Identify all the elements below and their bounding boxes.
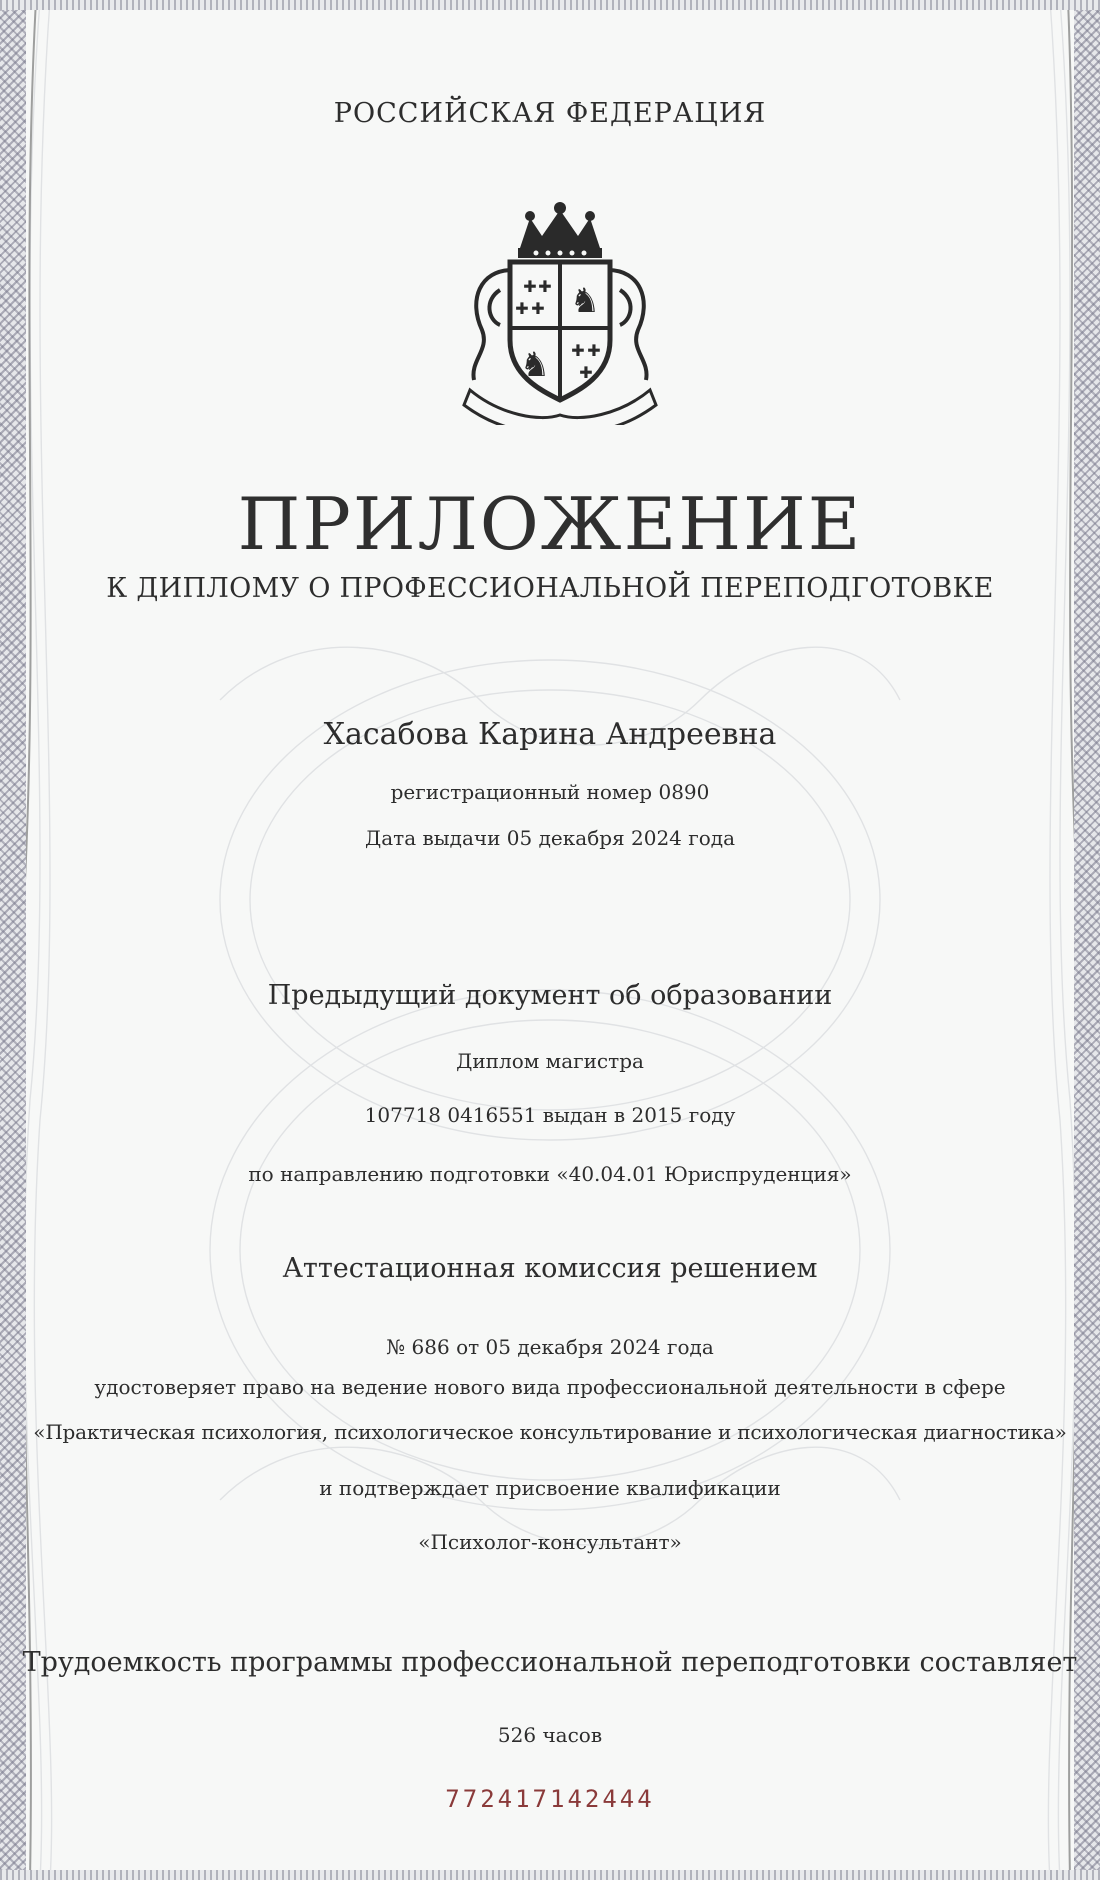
svg-text:✚: ✚	[571, 341, 585, 360]
svg-text:✚: ✚	[579, 363, 593, 382]
previous-document-heading: Предыдущий документ об образовании	[267, 980, 833, 1011]
previous-document-number: 107718 0416551 выдан в 2015 году	[364, 1103, 736, 1127]
issue-date: Дата выдачи 05 декабря 2024 года	[364, 826, 736, 850]
svg-text:✚: ✚	[523, 277, 537, 296]
holder-name: Хасабова Карина Андреевна	[323, 717, 777, 752]
serial-number: 772417142444	[445, 1785, 655, 1813]
previous-document-direction: по направлению подготовки «40.04.01 Юриспруденция»	[248, 1162, 852, 1186]
svg-text:✚: ✚	[587, 341, 601, 360]
svg-text:✚: ✚	[515, 299, 529, 318]
country-name: РОССИЙСКАЯ ФЕДЕРАЦИЯ	[333, 98, 767, 129]
svg-text:✚: ✚	[538, 277, 552, 296]
previous-document-type: Диплом магистра	[456, 1049, 644, 1073]
svg-text:♞: ♞	[519, 345, 551, 385]
commission-confirm-text: и подтверждает присвоение квалификации	[319, 1476, 781, 1500]
commission-heading: Аттестационная комиссия решением	[282, 1253, 818, 1284]
labor-intensity-heading: Трудоемкость программы профессиональной переподготовки составляет	[22, 1647, 1078, 1678]
commission-right-text: удостоверяет право на ведение нового вида профессиональной деятельности в сфере	[94, 1375, 1006, 1399]
registration-number: регистрационный номер 0890	[390, 780, 710, 804]
labor-intensity-value: 526 часов	[497, 1723, 603, 1747]
commission-decision: № 686 от 05 декабря 2024 года	[386, 1335, 714, 1359]
coat-of-arms-icon	[460, 200, 660, 425]
svg-text:✚: ✚	[531, 299, 545, 318]
commission-sphere: «Практическая психология, психологическое консультирование и психологическая диагностика»	[33, 1420, 1067, 1444]
svg-text:♞: ♞	[569, 281, 601, 321]
qualification-name: «Психолог-консультант»	[418, 1530, 682, 1554]
document-title: ПРИЛОЖЕНИЕ	[237, 482, 863, 566]
document-subtitle: К ДИПЛОМУ О ПРОФЕССИОНАЛЬНОЙ ПЕРЕПОДГОТОВКЕ	[106, 573, 994, 604]
